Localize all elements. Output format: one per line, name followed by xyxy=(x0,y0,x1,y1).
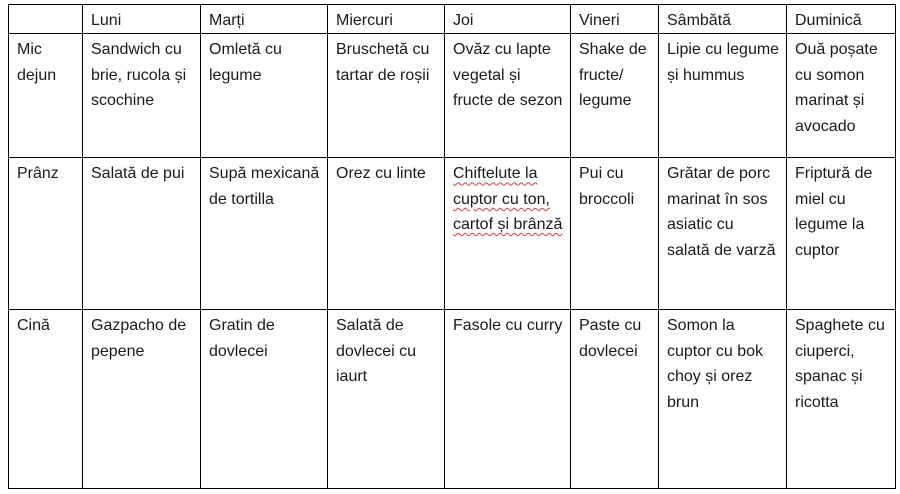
table-cell: Bruschetă cu tartar de roșii xyxy=(328,34,445,158)
table-cell: Orez cu linte xyxy=(328,158,445,310)
table-cell: Lipie cu legume și hummus xyxy=(659,34,787,158)
table-cell: Pui cu broccoli xyxy=(571,158,659,310)
table-cell: Shake de fructe/ legume xyxy=(571,34,659,158)
table-cell: Ovăz cu lapte vegetal și fructe de sezon xyxy=(445,34,571,158)
day-header-luni: Luni xyxy=(83,5,201,34)
corner-cell xyxy=(9,5,83,34)
table-row-cina xyxy=(9,310,896,489)
day-header-marti: Marți xyxy=(201,5,328,34)
table-cell-spellcheck: Chiftelute la cuptor cu ton, cartof și brânză xyxy=(445,158,571,310)
table-cell: Ouă poșate cu somon marinat și avocado xyxy=(787,34,896,158)
table-cell: Spaghete cu ciuperci, spanac și ricotta xyxy=(787,310,896,489)
row-label-cina: Cină xyxy=(9,310,83,489)
table-cell: Salată de dovlecei cu iaurt xyxy=(328,310,445,489)
day-header-duminica: Duminică xyxy=(787,5,896,34)
table-row-mic-dejun xyxy=(9,34,896,158)
table-row-pranz xyxy=(9,158,896,310)
row-label-mic-dejun: Mic dejun xyxy=(9,34,83,158)
row-label-pranz: Prânz xyxy=(9,158,83,310)
table-cell: Gratin de dovlecei xyxy=(201,310,328,489)
table-cell: Friptură de miel cu legume la cuptor xyxy=(787,158,896,310)
table-cell: Omletă cu legume xyxy=(201,34,328,158)
day-header-joi: Joi xyxy=(445,5,571,34)
table-cell: Salată de pui xyxy=(83,158,201,310)
table-cell: Sandwich cu brie, rucola și scochine xyxy=(83,34,201,158)
table-cell: Paste cu dovlecei xyxy=(571,310,659,489)
header-row xyxy=(9,5,896,34)
day-header-vineri: Vineri xyxy=(571,5,659,34)
day-header-sambata: Sâmbătă xyxy=(659,5,787,34)
table-cell: Supă mexicană de tortilla xyxy=(201,158,328,310)
table-cell: Grătar de porc marinat în sos asiatic cu salată de varză xyxy=(659,158,787,310)
day-header-miercuri: Miercuri xyxy=(328,5,445,34)
table-cell: Fasole cu curry xyxy=(445,310,571,489)
table-cell: Gazpacho de pepene xyxy=(83,310,201,489)
table-cell: Somon la cuptor cu bok choy și orez brun xyxy=(659,310,787,489)
meal-plan-table xyxy=(8,4,896,489)
